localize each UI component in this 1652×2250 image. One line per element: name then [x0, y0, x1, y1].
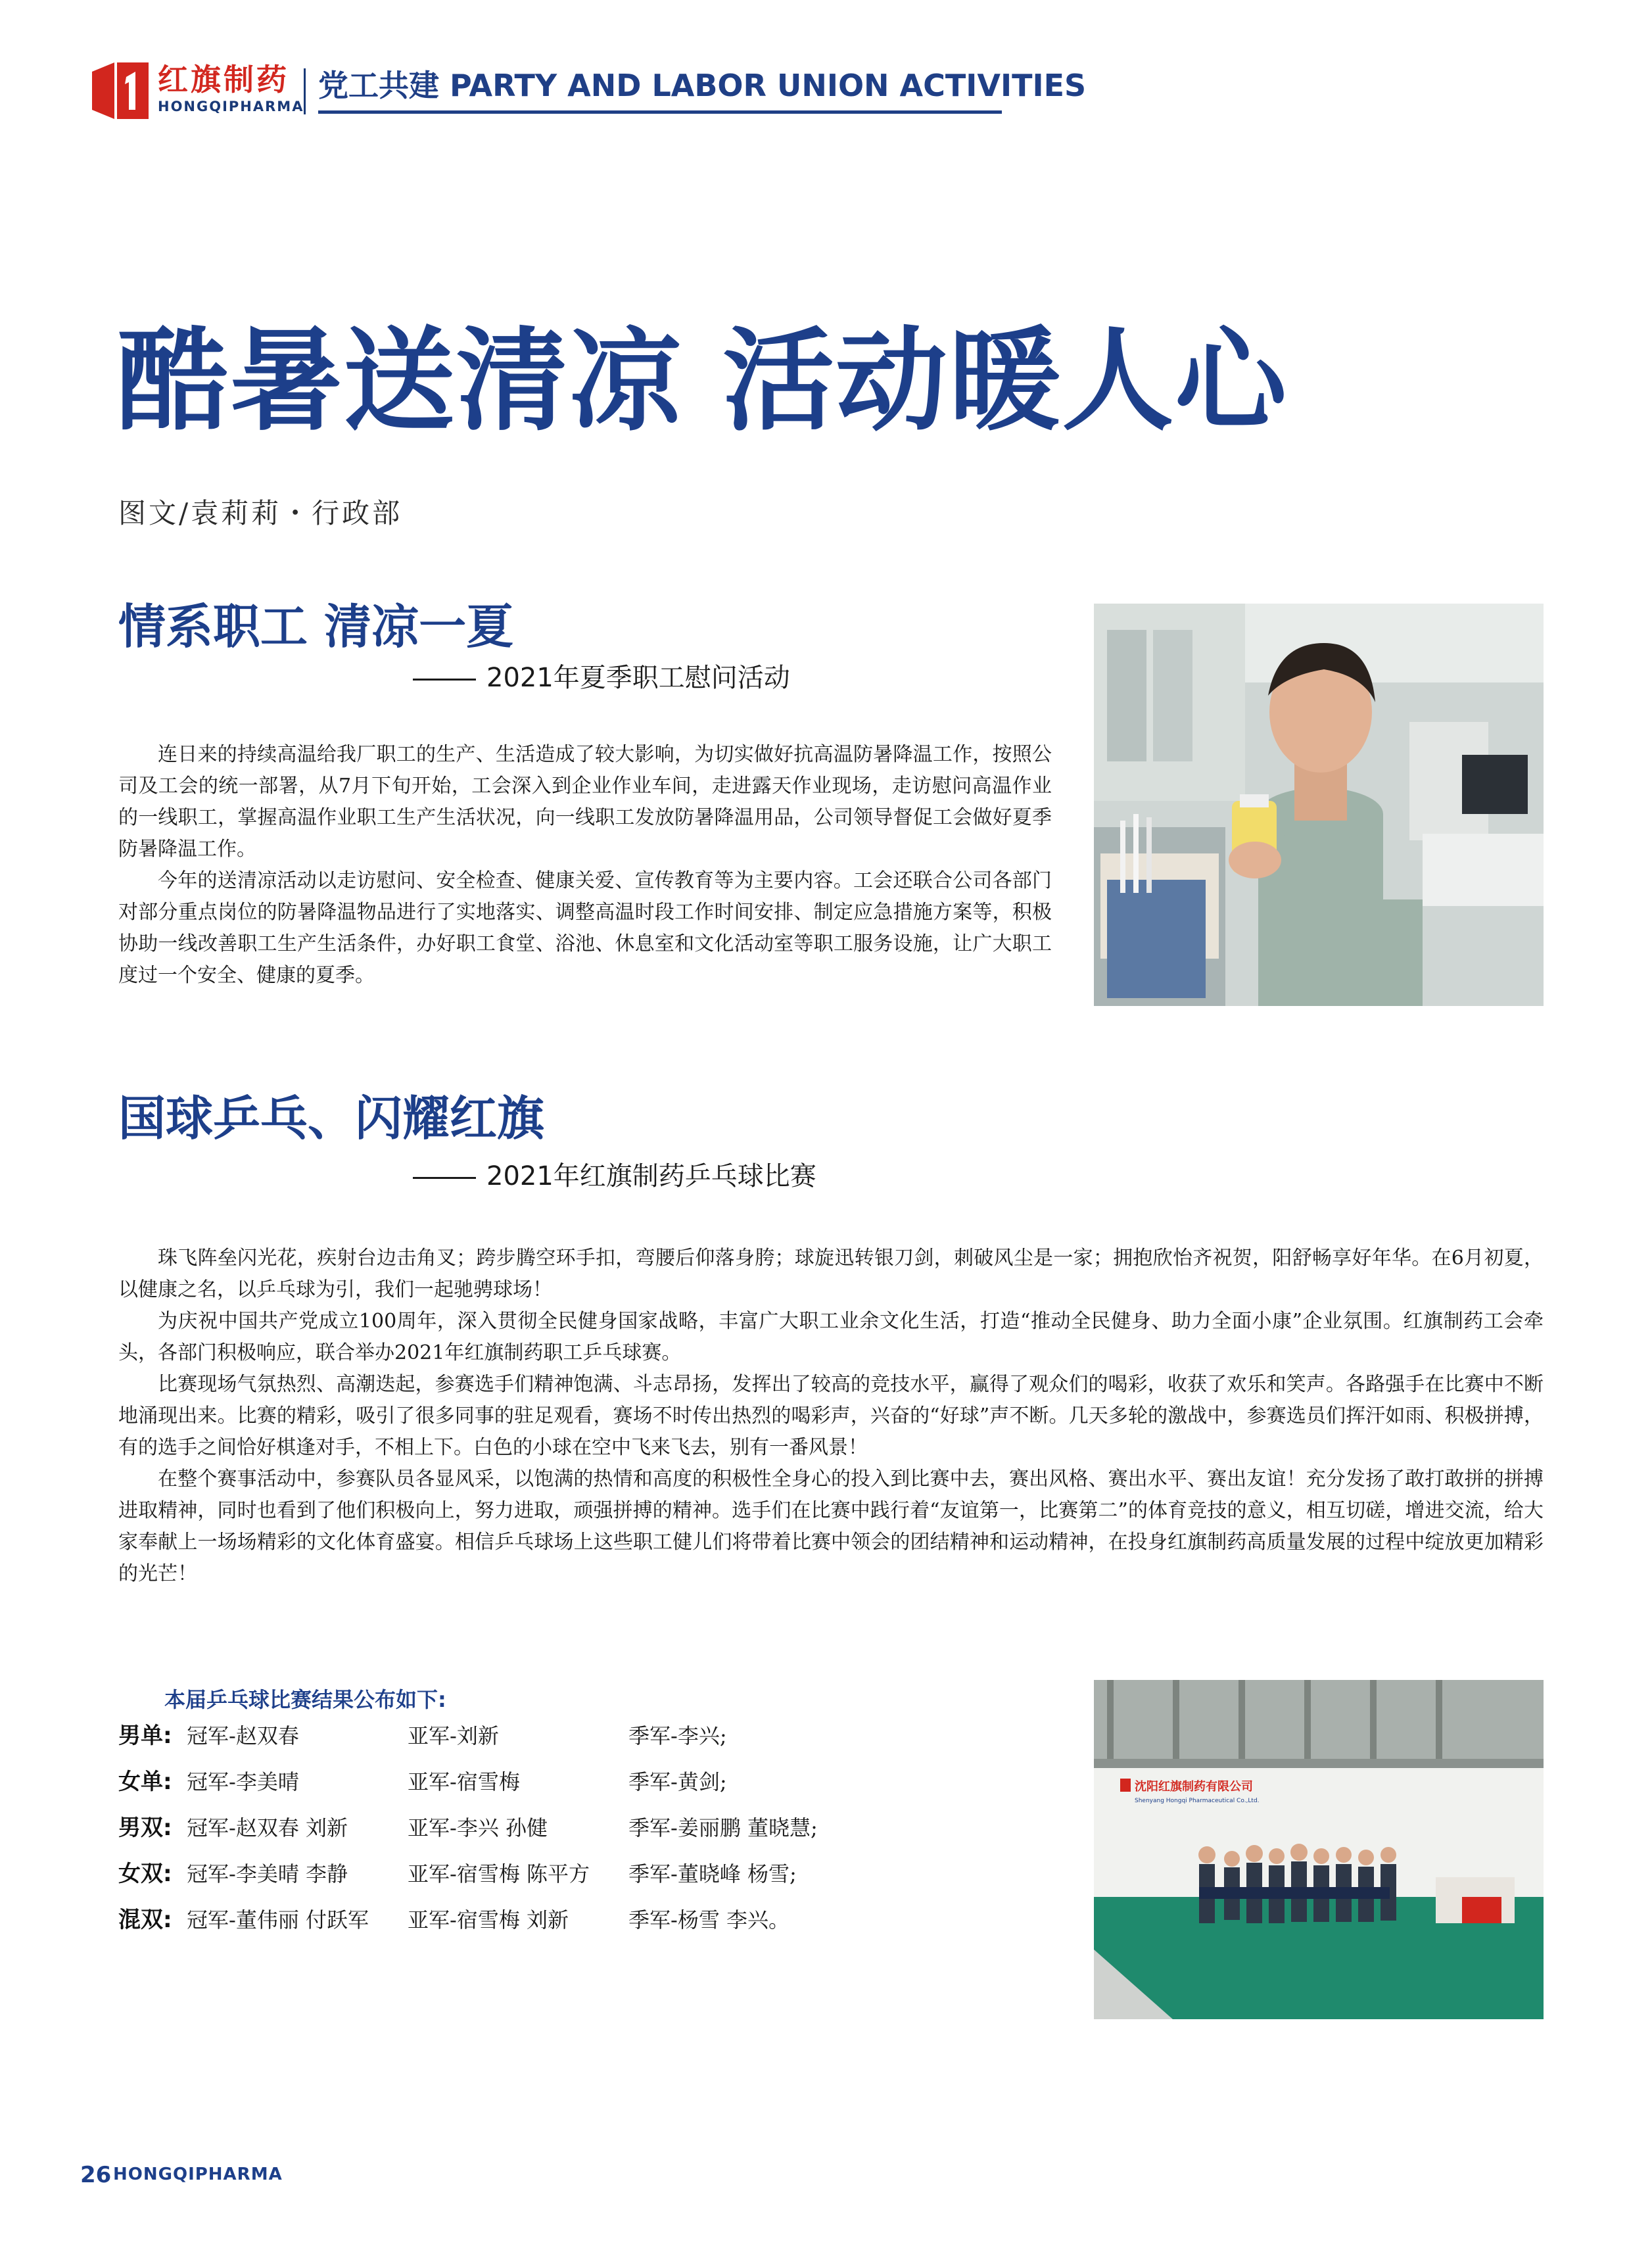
- result-runner-up: 亚军-宿雪梅: [408, 1769, 520, 1794]
- result-third: 季军-李兴;: [628, 1723, 727, 1748]
- result-category: 混双:: [118, 1907, 172, 1933]
- article-headline: 酷暑送清凉 活动暖人心: [117, 316, 1288, 446]
- paragraph: 今年的送清凉活动以走访慰问、安全检查、健康关爱、宣传教育等为主要内容。工会还联合公司各部门对部分重点岗位的防暑降温物品进行了实地落实、调整高温时段工作时间安排、制定应急措施方案等，积极协助一线改善职工生产生活条件，办好职工食堂、浴池、休息室和文化活动室等职工服务设施，让广大职工度过一个安全、健康的夏季。: [118, 869, 1052, 987]
- section2-title: 国球乒乓、闪耀红旗: [118, 1091, 545, 1146]
- result-category: 女双:: [118, 1861, 172, 1887]
- result-champion: 冠军-李美晴 李静: [187, 1861, 348, 1886]
- dash-rule: [413, 679, 476, 681]
- paragraph: 连日来的持续高温给我厂职工的生产、生活造成了较大影响，为切实做好抗高温防暑降温工作，按照公司及工会的统一部署，从7月下旬开始，工会深入到企业作业车间，走进露天作业现场，走访慰问高温作业的一线职工，掌握高温作业职工生产生活状况，向一线职工发放防暑降温用品，公司领导督促工会做好夏季防暑降温工作。: [118, 743, 1052, 861]
- result-third: 季军-黄剑;: [628, 1769, 727, 1794]
- worker-summer-care-photo: [1094, 604, 1544, 1006]
- result-runner-up: 亚军-李兴 孙健: [408, 1815, 548, 1840]
- header-divider: [304, 68, 306, 114]
- company-sign-cn: 沈阳红旗制药有限公司: [1135, 1780, 1253, 1794]
- result-champion: 冠军-赵双春 刘新: [187, 1815, 348, 1840]
- result-third: 季军-董晓峰 杨雪;: [628, 1861, 797, 1886]
- header-underline: [318, 110, 1002, 114]
- result-champion: 冠军-李美晴: [187, 1769, 299, 1794]
- section2-body: [118, 1243, 1544, 1590]
- section1-subtitle: [413, 661, 790, 694]
- result-third: 季军-姜丽鹏 董晓慧;: [628, 1815, 818, 1840]
- section1-body: [118, 739, 1052, 992]
- section2-subtitle-text: 2021年红旗制药乒乓球比赛: [486, 1161, 816, 1191]
- result-category: 男单:: [118, 1723, 172, 1749]
- company-sign-en: Shenyang Hongqi Pharmaceutical Co.,Ltd.: [1135, 1798, 1260, 1804]
- hongqi-logo-icon: [92, 62, 149, 119]
- brand-name-cn: 红旗制药: [158, 62, 289, 97]
- result-champion: 冠军-赵双春: [187, 1723, 299, 1748]
- result-runner-up: 亚军-刘新: [408, 1723, 499, 1748]
- paragraph: 在整个赛事活动中，参赛队员各显风采，以饱满的热情和高度的积极性全身心的投入到比赛中去，赛出风格、赛出水平、赛出友谊！充分发扬了敢打敢拼的拼搏进取精神，同时也看到了他们积极向上，努力进取，顽强拼搏的精神。选手们在比赛中践行着“友谊第一，比赛第二”的体育竞技的意义，相互切磋，增进交流，给大家奉献上一场场精彩的文化体育盛宴。相信乒乓球场上这些职工健儿们将带着比赛中领会的团结精神和运动精神，在投身红旗制药高质量发展的过程中绽放更加精彩的光芒！: [118, 1468, 1544, 1585]
- result-runner-up: 亚军-宿雪梅 陈平方: [408, 1861, 590, 1886]
- result-runner-up: 亚军-宿雪梅 刘新: [408, 1907, 569, 1932]
- section2-subtitle: [413, 1160, 816, 1193]
- paragraph: 为庆祝中国共产党成立100周年，深入贯彻全民健身国家战略，丰富广大职工业余文化生活，打造“推动全民健身、助力全面小康”企业氛围。红旗制药工会牵头，各部门积极响应，联合举办2021年红旗制药职工乒乓球赛。: [118, 1310, 1544, 1364]
- footer-brand: HONGQIPHARMA: [113, 2165, 283, 2184]
- result-category: 女单:: [118, 1769, 172, 1795]
- result-category: 男双:: [118, 1815, 172, 1841]
- section-header-title: 党工共建 PARTY AND LABOR UNION ACTIVITIES: [318, 68, 1087, 103]
- paragraph: 珠飞阵垒闪光花，疾射台边击角叉；跨步腾空环手扣，弯腰后仰落身胯；球旋迅转银刀剑，刺破风尘是一家；拥抱欣怡齐祝贺，阳舒畅享好年华。在6月初夏，以健康之名，以乒乓球为引，我们一起驰骋球场！: [118, 1247, 1544, 1301]
- page-number: 26: [80, 2162, 112, 2188]
- section1-subtitle-text: 2021年夏季职工慰问活动: [486, 663, 790, 693]
- results-heading: 本届乒乓球比赛结果公布如下:: [164, 1687, 446, 1712]
- article-byline: 图文/袁莉莉・行政部: [118, 497, 403, 529]
- result-champion: 冠军-董伟丽 付跃军: [187, 1907, 369, 1932]
- paragraph: 比赛现场气氛热烈、高潮迭起，参赛选手们精神饱满、斗志昂扬，发挥出了较高的竞技水平，赢得了观众们的喝彩，收获了欢乐和笑声。各路强手在比赛中不断地涌现出来。比赛的精彩，吸引了很多同事的驻足观看，赛场不时传出热烈的喝彩声，兴奋的“好球”声不断。几天多轮的激战中，参赛选员们挥汗如雨、积极拼搏，有的选手之间恰好棋逢对手，不相上下。白色的小球在空中飞来飞去，别有一番风景！: [118, 1373, 1544, 1459]
- result-third: 季军-杨雪 李兴。: [628, 1907, 790, 1932]
- dash-rule: [413, 1177, 476, 1179]
- section1-title: 情系职工 清凉一夏: [118, 599, 514, 654]
- table-tennis-group-photo: [1094, 1680, 1544, 2019]
- brand-name-en: HONGQIPHARMA: [158, 99, 304, 114]
